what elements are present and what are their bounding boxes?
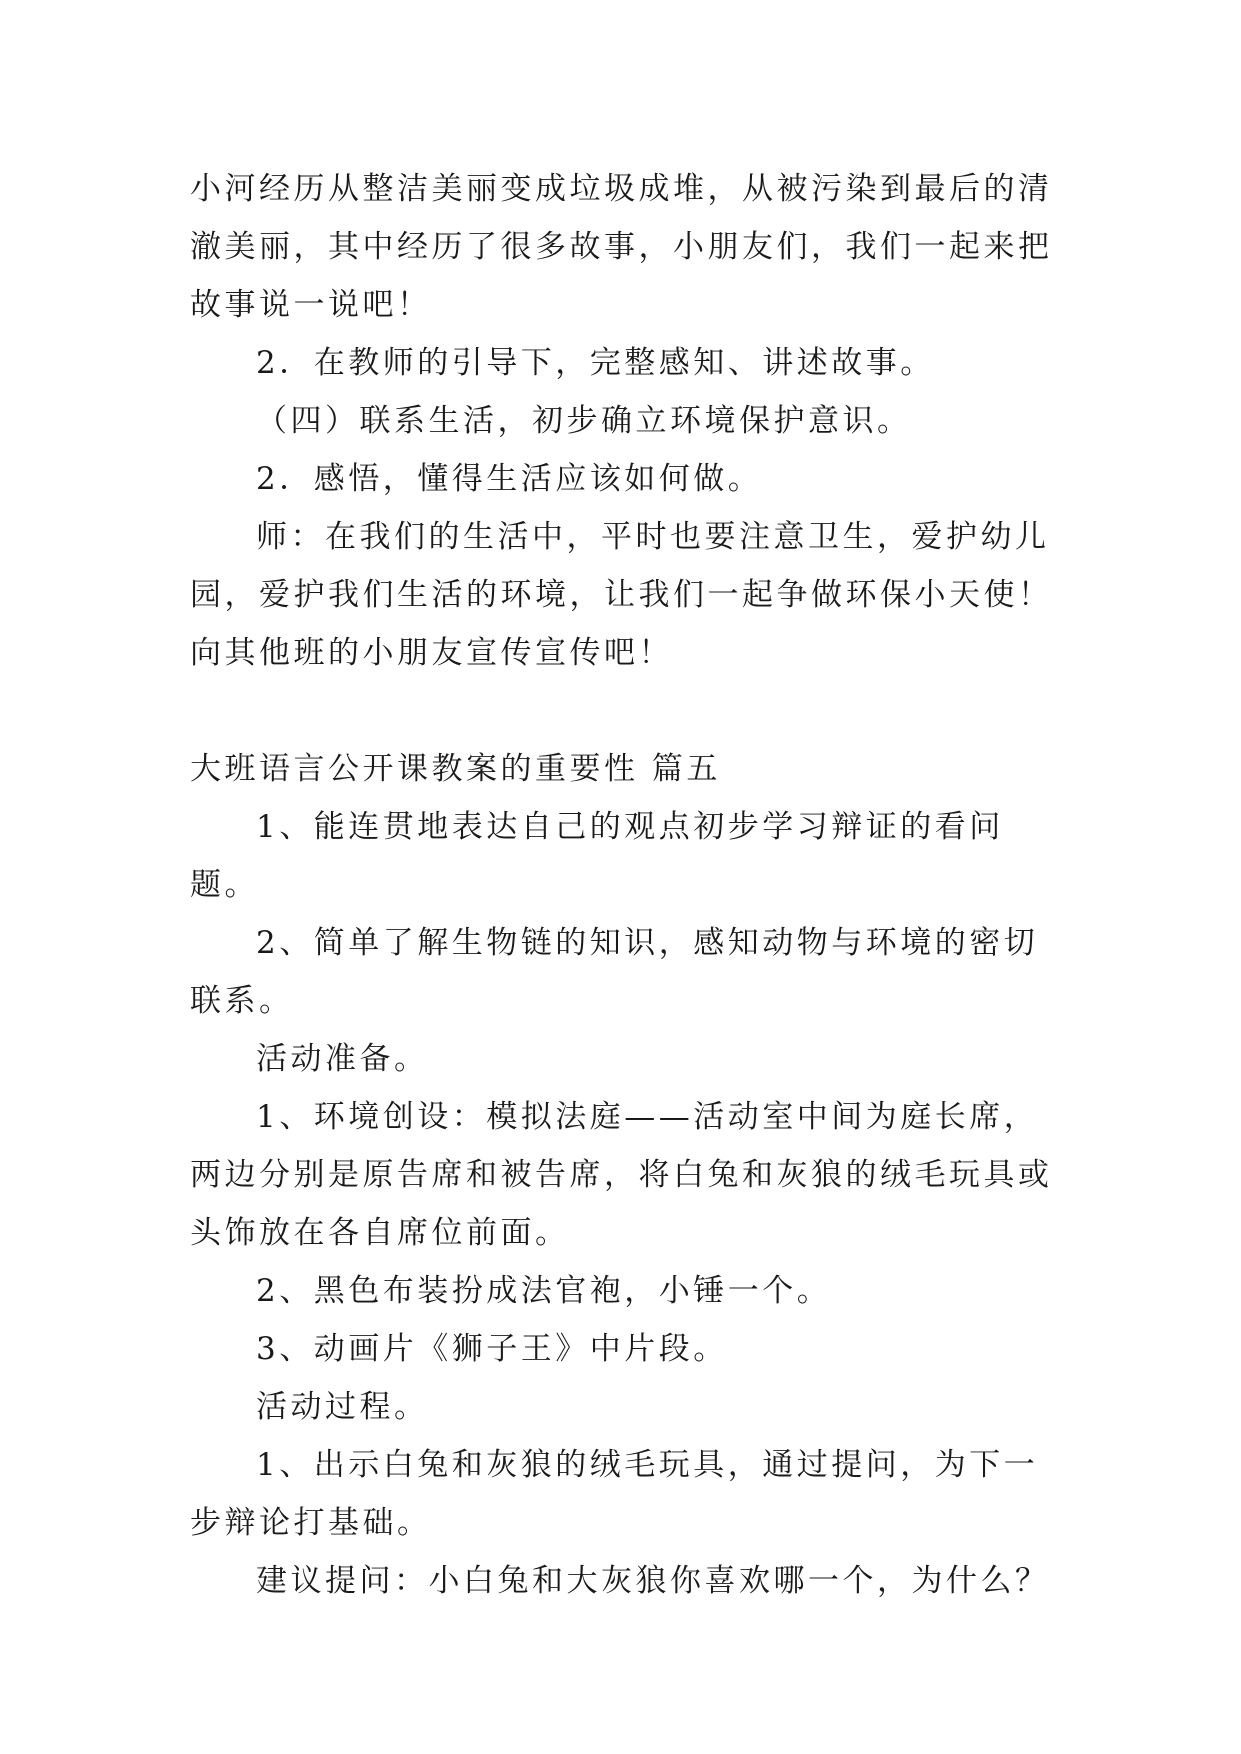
paragraph-process-title: 活动过程。 [256,1389,429,1425]
paragraph-process-1: 1、出示白兔和灰狼的绒毛玩具，通过提问，为下一步辩论打基础。 [190,1447,1039,1541]
paragraph-river-story: 小河经历从整洁美丽变成垃圾成堆，从被污染到最后的清澈美丽，其中经历了很多故事，小朋友们，我们一起来把故事说一说吧！ [190,171,1053,323]
paragraph-section-four: （四）联系生活，初步确立环境保护意识。 [256,403,912,439]
paragraph-preparation-2: 2、黑色布装扮成法官袍，小锤一个。 [256,1273,832,1309]
paragraph-preparation-title: 活动准备。 [256,1041,429,1077]
paragraph-goal-1: 1、能连贯地表达自己的观点初步学习辩证的看问题。 [190,809,1004,903]
paragraph-goal-2: 2、简单了解生物链的知识，感知动物与环境的密切联系。 [190,925,1039,1019]
paragraph-step-feel: 2．感悟，懂得生活应该如何做。 [256,461,763,497]
paragraph-step-tell-story: 2．在教师的引导下，完整感知、讲述故事。 [256,345,935,381]
paragraph-preparation-3: 3、动画片《狮子王》中片段。 [256,1331,728,1367]
section-heading: 大班语言公开课教案的重要性 篇五 [190,751,721,787]
paragraph-teacher-says: 师：在我们的生活中，平时也要注意卫生，爱护幼儿园，爱护我们生活的环境，让我们一起争做环保小天使！向其他班的小朋友宣传宣传吧！ [190,519,1053,671]
document-body [190,160,1060,1610]
paragraph-preparation-1: 1、环境创设：模拟法庭——活动室中间为庭长席，两边分别是原告席和被告席，将白兔和灰狼的绒毛玩具或头饰放在各自席位前面。 [190,1099,1053,1251]
paragraph-suggested-question: 建议提问：小白兔和大灰狼你喜欢哪一个，为什么？ [256,1563,1050,1599]
